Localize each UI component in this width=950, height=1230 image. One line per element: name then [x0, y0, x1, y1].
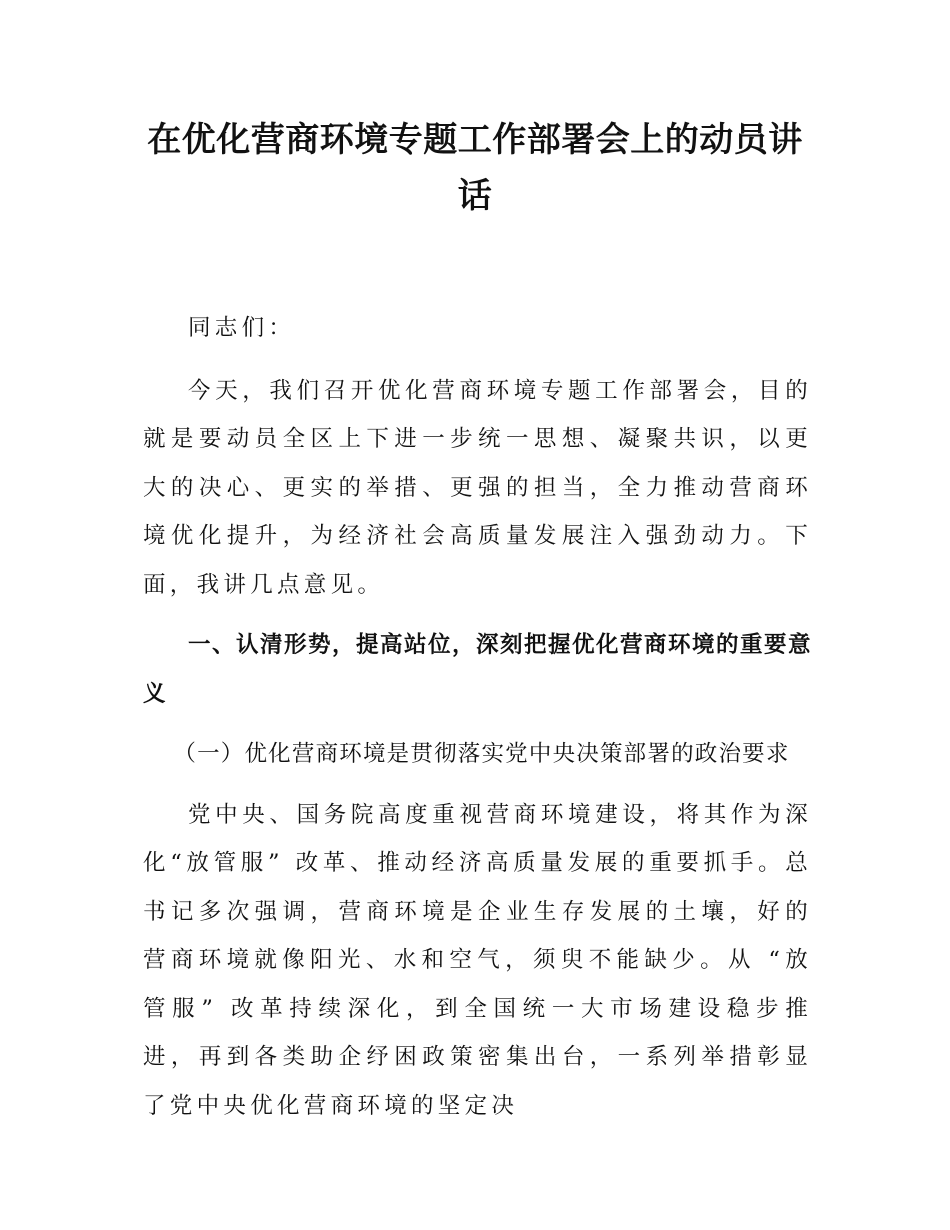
greeting-paragraph: 同志们： — [188, 315, 296, 341]
body-paragraph: 党中央、国务院高度重视营商环境建设，将其作为深化“放管服” 改革、推动经济高质量发展的重要抓手。总书记多次强调，营商环境是企业生存发展的土壤，好的营商环境就像阳光、水和空气，须臾不能缺少。从 “放管服” 改革持续深化，到全国统一大市场建设稳步推进，再到各类助企纾困政策密集出台，一系列举措彰显了党中央优化营商环境的坚定决 — [143, 801, 812, 1119]
section-heading: 一、认清形势，提高站位，深刻把握优化营商环境的重要意义 — [143, 632, 813, 707]
document-body — [143, 304, 812, 1142]
subsection-heading: （一）优化营商环境是贯彻落实党中央决策部署的政治要求 — [173, 741, 790, 767]
document-title: 在优化营商环境专题工作部署会上的动员讲话 — [147, 120, 803, 216]
intro-paragraph: 今天，我们召开优化营商环境专题工作部署会，目的就是要动员全区上下进一步统一思想、凝聚共识，以更大的决心、更实的举措、更强的担当，全力推动营商环境优化提升，为经济社会高质量发展注入强劲动力。下面，我讲几点意见。 — [143, 377, 812, 598]
